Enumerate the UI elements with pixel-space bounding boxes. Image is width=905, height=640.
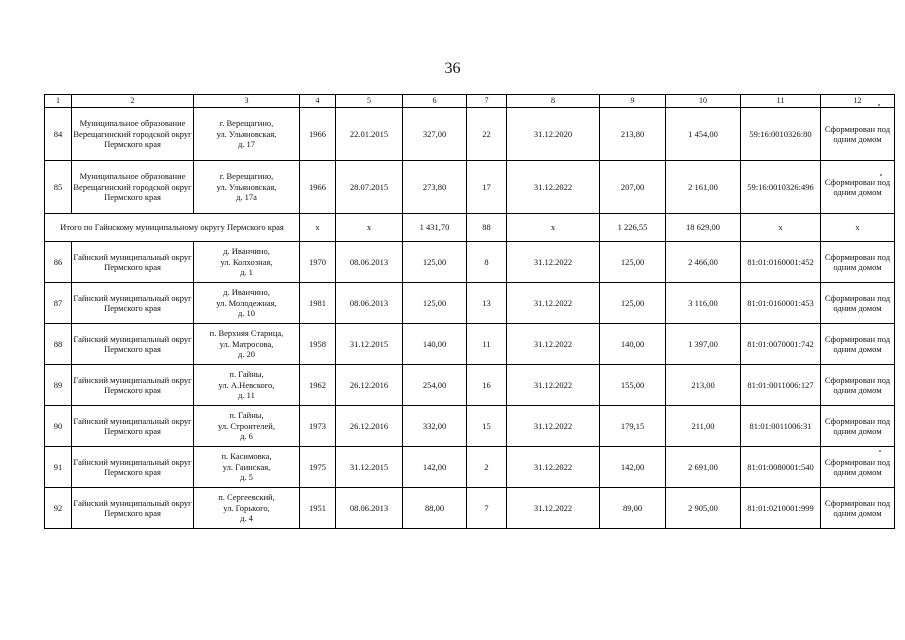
sum-cell: 213,00 (666, 365, 741, 406)
date-cell: 22.01.2015 (336, 108, 403, 161)
area2-cell: 213,80 (600, 108, 666, 161)
date-cell: 08.06.2013 (336, 283, 403, 324)
total-cell: х (300, 214, 336, 242)
cadastral-cell: 81:01:0011006:127 (741, 365, 821, 406)
year-cell: 1962 (300, 365, 336, 406)
cadastral-cell: 81:01:0070001:742 (741, 324, 821, 365)
column-header: 12 (821, 95, 895, 108)
column-number-row (45, 95, 895, 108)
date-cell: 31.12.2015 (336, 447, 403, 488)
year-cell: 1981 (300, 283, 336, 324)
sum-cell: 2 691,00 (666, 447, 741, 488)
column-header: 9 (600, 95, 666, 108)
sum-cell: 1 397,00 (666, 324, 741, 365)
year-cell: 1975 (300, 447, 336, 488)
address-cell: г. Верещагино, ул. Ульяновская, д. 17 (194, 108, 300, 161)
area2-cell: 140,00 (600, 324, 666, 365)
cadastral-cell: 81:01:0160001:453 (741, 283, 821, 324)
table-row (45, 161, 895, 214)
total-cell: х (507, 214, 600, 242)
column-header: 6 (403, 95, 467, 108)
sum-cell: 211,00 (666, 406, 741, 447)
table-row (45, 488, 895, 529)
column-header: 5 (336, 95, 403, 108)
row-number: 91 (45, 447, 72, 488)
row-number: 84 (45, 108, 72, 161)
total-cell: х (336, 214, 403, 242)
cadastral-cell: 81:01:0011006:31 (741, 406, 821, 447)
year-cell: 1966 (300, 161, 336, 214)
status-cell: Сформирован под одним домом (821, 108, 895, 161)
area-cell: 88,00 (403, 488, 467, 529)
table-row (45, 406, 895, 447)
deadline-cell: 31.12.2020 (507, 108, 600, 161)
area2-cell: 142,00 (600, 447, 666, 488)
area2-cell: 125,00 (600, 242, 666, 283)
total-cell: х (821, 214, 895, 242)
date-cell: 26.12.2016 (336, 406, 403, 447)
date-cell: 31.12.2015 (336, 324, 403, 365)
owner-cell: Муниципальное образование Верещагинский городской округ Пермского края (72, 108, 194, 161)
year-cell: 1951 (300, 488, 336, 529)
owner-cell: Муниципальное образование Верещагинский городской округ Пермского края (72, 161, 194, 214)
year-cell: 1958 (300, 324, 336, 365)
deadline-cell: 31.12.2022 (507, 406, 600, 447)
address-cell: д. Иванчино, ул. Колхозная, д. 1 (194, 242, 300, 283)
deadline-cell: 31.12.2022 (507, 324, 600, 365)
sum-cell: 3 116,00 (666, 283, 741, 324)
cadastral-cell: 59:16:0010326:80 (741, 108, 821, 161)
area-cell: 142,00 (403, 447, 467, 488)
row-number: 92 (45, 488, 72, 529)
area-cell: 125,00 (403, 242, 467, 283)
row-number: 86 (45, 242, 72, 283)
status-cell: Сформирован под одним домом (821, 447, 895, 488)
table-row (45, 324, 895, 365)
deadline-cell: 31.12.2022 (507, 488, 600, 529)
cadastral-cell: 59:16:0010326:496 (741, 161, 821, 214)
table-row (45, 365, 895, 406)
table-row (45, 108, 895, 161)
area2-cell: 207,00 (600, 161, 666, 214)
total-cell: 1 226,55 (600, 214, 666, 242)
status-cell: Сформирован под одним домом (821, 488, 895, 529)
area-cell: 140,00 (403, 324, 467, 365)
address-cell: д. Иванчино, ул. Молодежная, д. 10 (194, 283, 300, 324)
owner-cell: Гайнский муниципальный округ Пермского края (72, 406, 194, 447)
total-cell: х (741, 214, 821, 242)
row-number: 87 (45, 283, 72, 324)
total-row (45, 214, 895, 242)
sum-cell: 2 161,00 (666, 161, 741, 214)
column-header: 1 (45, 95, 72, 108)
total-label: Итого по Гайнскому муниципальному округу Пермского края (45, 214, 300, 242)
status-cell: Сформирован под одним домом (821, 161, 895, 214)
row-number: 85 (45, 161, 72, 214)
status-cell: Сформирован под одним домом (821, 406, 895, 447)
owner-cell: Гайнский муниципальный округ Пермского края (72, 447, 194, 488)
table-row (45, 283, 895, 324)
date-cell: 08.06.2013 (336, 488, 403, 529)
total-cell: 88 (467, 214, 507, 242)
deadline-cell: 31.12.2022 (507, 242, 600, 283)
area2-cell: 89,00 (600, 488, 666, 529)
property-table (44, 94, 895, 529)
address-cell: п. Гайны, ул. А.Невского, д. 11 (194, 365, 300, 406)
count-cell: 16 (467, 365, 507, 406)
table-row (45, 447, 895, 488)
date-cell: 08.06.2013 (336, 242, 403, 283)
date-cell: 26.12.2016 (336, 365, 403, 406)
status-cell: Сформирован под одним домом (821, 242, 895, 283)
date-cell: 28.07.2015 (336, 161, 403, 214)
cadastral-cell: 81:01:0210001:999 (741, 488, 821, 529)
status-cell: Сформирован под одним домом (821, 283, 895, 324)
deadline-cell: 31.12.2022 (507, 447, 600, 488)
sum-cell: 2 466,00 (666, 242, 741, 283)
area-cell: 254,00 (403, 365, 467, 406)
count-cell: 15 (467, 406, 507, 447)
address-cell: г. Верещагино, ул. Ульяновская, д. 17а (194, 161, 300, 214)
scan-speck (878, 104, 880, 106)
column-header: 8 (507, 95, 600, 108)
cadastral-cell: 81:01:0080001:540 (741, 447, 821, 488)
year-cell: 1973 (300, 406, 336, 447)
owner-cell: Гайнский муниципальный округ Пермского края (72, 488, 194, 529)
owner-cell: Гайнский муниципальный округ Пермского края (72, 324, 194, 365)
count-cell: 11 (467, 324, 507, 365)
count-cell: 2 (467, 447, 507, 488)
address-cell: п. Верхняя Старица, ул. Матросова, д. 20 (194, 324, 300, 365)
column-header: 4 (300, 95, 336, 108)
area2-cell: 179,15 (600, 406, 666, 447)
count-cell: 17 (467, 161, 507, 214)
year-cell: 1970 (300, 242, 336, 283)
cadastral-cell: 81:01:0160001:452 (741, 242, 821, 283)
area2-cell: 125,00 (600, 283, 666, 324)
page-number: 36 (444, 60, 461, 77)
scan-speck (880, 174, 882, 176)
area-cell: 332,00 (403, 406, 467, 447)
area-cell: 327,00 (403, 108, 467, 161)
column-header: 11 (741, 95, 821, 108)
count-cell: 22 (467, 108, 507, 161)
owner-cell: Гайнский муниципальный округ Пермского края (72, 242, 194, 283)
column-header: 2 (72, 95, 194, 108)
sum-cell: 1 454,00 (666, 108, 741, 161)
address-cell: п. Сергеевский, ул. Горького, д. 4 (194, 488, 300, 529)
scan-speck (879, 450, 881, 452)
area-cell: 273,80 (403, 161, 467, 214)
area2-cell: 155,00 (600, 365, 666, 406)
table-row (45, 242, 895, 283)
total-cell: 1 431,70 (403, 214, 467, 242)
column-header: 3 (194, 95, 300, 108)
sum-cell: 2 905,00 (666, 488, 741, 529)
column-header: 7 (467, 95, 507, 108)
deadline-cell: 31.12.2022 (507, 283, 600, 324)
count-cell: 13 (467, 283, 507, 324)
owner-cell: Гайнский муниципальный округ Пермского края (72, 283, 194, 324)
year-cell: 1966 (300, 108, 336, 161)
row-number: 89 (45, 365, 72, 406)
count-cell: 7 (467, 488, 507, 529)
row-number: 90 (45, 406, 72, 447)
area-cell: 125,00 (403, 283, 467, 324)
owner-cell: Гайнский муниципальный округ Пермского края (72, 365, 194, 406)
total-cell: 18 629,00 (666, 214, 741, 242)
count-cell: 8 (467, 242, 507, 283)
deadline-cell: 31.12.2022 (507, 161, 600, 214)
status-cell: Сформирован под одним домом (821, 365, 895, 406)
column-header: 10 (666, 95, 741, 108)
row-number: 88 (45, 324, 72, 365)
address-cell: п. Касимовка, ул. Гаинская, д. 5 (194, 447, 300, 488)
status-cell: Сформирован под одним домом (821, 324, 895, 365)
deadline-cell: 31.12.2022 (507, 365, 600, 406)
address-cell: п. Гайны, ул. Строителей, д. 6 (194, 406, 300, 447)
